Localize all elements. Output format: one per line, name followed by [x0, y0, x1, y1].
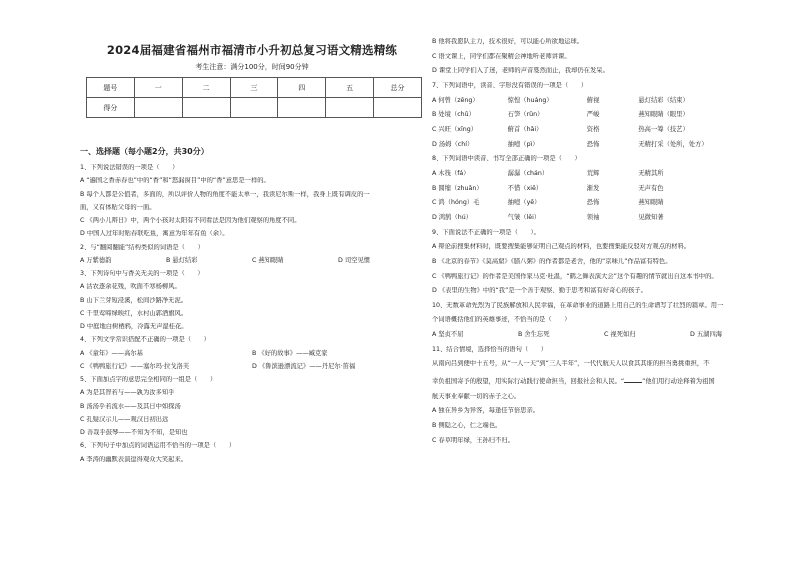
option-text: 恐怖	[586, 199, 600, 207]
option-text: A 独在异乡为异客，每逢佳节倍思亲。	[432, 407, 540, 415]
right-column	[432, 38, 776, 451]
option-text: 抽噎（yē）	[507, 199, 541, 207]
table-cell: 得分	[87, 98, 135, 118]
score-table	[86, 77, 422, 118]
passage-text-part: ”他们用行动诠释着为祖国	[642, 378, 715, 386]
option-row	[432, 141, 776, 149]
option-text: A 沽农逐余花残，吹面不寒杨柳风。	[80, 283, 181, 291]
passage-text-part: 幸负祖国寄予的殷望，用实际行动践行使命担当，回报社会和人民。“	[432, 378, 625, 386]
option-text: 燕知眼睛（眼里）	[638, 111, 689, 119]
option-text: D 课堂上同学们入了迷，老师的声音戛然而止，我却仍在发呆。	[432, 67, 609, 75]
option-text: 严峻	[586, 111, 600, 119]
option-text: C 《鸭鸭旅行记》的作者是美国作家马克·吐温，“鹤之舞表演大会”这个有趣的情节就出自这本书中的。	[432, 272, 718, 280]
option-text: 无声有色	[638, 184, 664, 192]
option-text: C 《鸭鸭旅行记》——塞尔玛·拉戈洛芙	[80, 362, 190, 370]
option-text: 俯视	[586, 96, 600, 104]
option-row	[432, 97, 776, 105]
question-10-cont: 个词语概括他们的英雄事迹，不恰当的是（ ）	[432, 316, 571, 324]
option-text: 面，又有体贴父母的一面。	[80, 203, 156, 211]
answer-blank[interactable]	[624, 375, 642, 383]
option-text: B 舍生忘死	[518, 331, 550, 339]
score-cell[interactable]	[134, 98, 182, 118]
option-text: D 鸿鹄（hú）	[432, 213, 473, 221]
option-row	[432, 199, 776, 207]
option-row	[432, 170, 776, 178]
option-row	[432, 331, 776, 339]
option-text: B 汤汤乎若流水——及其日中如探汤	[80, 402, 181, 410]
option-text: A 辩论前搜集材料时，既要搜集能够证明自己观点的材料，也要搜集能反驳对方观点的材料。	[432, 243, 691, 251]
option-text: B 圆缩（zhuǎn）	[432, 184, 483, 192]
option-text: B 《北京的春节》《莫高窟》《腊八粥》的作者都是老舍，他的“京味儿”作品富有特色。	[432, 257, 672, 265]
table-cell: 二	[182, 78, 230, 98]
option-text: D 司空见惯	[338, 256, 371, 264]
question-2: 2、与“翻阅翻能”结构类似的词语是（ ）	[80, 243, 204, 251]
option-row	[432, 126, 776, 134]
option-text: 潺潺（chán）	[507, 169, 549, 177]
passage-text	[432, 375, 776, 386]
table-cell: 三	[230, 78, 278, 98]
option-text: 荒辉	[586, 169, 600, 177]
option-text: 恐怖	[586, 140, 600, 148]
score-cell[interactable]	[326, 98, 374, 118]
option-row	[80, 350, 424, 358]
question-10: 10、无数革命先烈为了民族解放和人民幸福，在革命事业的道路上用自己的生命谱写了壮烈的篇章。用一	[432, 301, 724, 309]
option-row	[432, 111, 776, 119]
option-text: 领袖	[586, 213, 600, 221]
option-text: D 汤姆（chí）	[432, 140, 474, 148]
table-cell: 总分	[374, 78, 422, 98]
option-text: A 何曾（zēng）	[432, 96, 479, 104]
option-text: D 中国人过年时贴春联吃鱼，寓意为年年有鱼（余）。	[80, 230, 229, 238]
option-text: 燕知眼睛	[638, 199, 664, 207]
passage-text: 从南向吕到便中十五号，从“一人一天”到“三人半年”，一代代航天人以食其其谁的担当勇挑重担，不	[432, 360, 710, 368]
option-text: 热高一筹（技艺）	[638, 125, 689, 133]
option-text: D 《表里的生物》中的“我”是一个善于观察、勤于思考和富有好奇心的孩子。	[432, 287, 647, 295]
option-text: D 中庭地白树栖鸦，冷露无声湿桂花。	[80, 323, 188, 330]
option-text: C 兴旺（xīng）	[432, 125, 478, 133]
option-text: 气皱（lěi）	[507, 213, 541, 221]
option-text: D 《鲁滨逊漂流记》——丹尼尔·笛福	[252, 362, 356, 370]
question-8: 8、下列词语中读音、书写全部正确的一项是（ ）	[432, 155, 581, 163]
option-text: C 语文课上，同学们都在聚精会神地听老师讲课。	[432, 52, 571, 60]
option-text: B 每个人都是公值者，多面的，所以评价人物的角度不能太单一，我读尼尔斯一样，我身上既有调皮的一	[80, 190, 370, 198]
option-row	[432, 185, 776, 193]
option-text: 惊惶（huáng）	[507, 96, 553, 104]
option-text: C 《两小儿辩日》中，两个小孩对太阳有不同看法是因为他们观察的角度不同。	[80, 217, 301, 224]
option-row	[80, 363, 424, 371]
table-cell: 五	[326, 78, 374, 98]
option-text: C 孔疑汉示儿——观汉日初出远	[80, 415, 169, 423]
option-text: 悬灯结彩（结束）	[638, 96, 689, 104]
page-title: 2024届福建省福州市福清市小升初总复习语文精选精练	[106, 43, 398, 57]
question-11: 11、结合情境，选择恰当的语句（ ）	[432, 345, 548, 353]
left-column	[80, 38, 424, 469]
question-6: 6、下列句子中加点的词语运用不恰当的一项是（ ）	[80, 442, 236, 450]
option-text: 俯首（hǎi）	[507, 125, 543, 133]
section-heading: 一、选择题（每小题2分，共30分）	[80, 147, 209, 156]
option-text: 抽噎（pì）	[507, 140, 539, 148]
table-cell: 四	[278, 78, 326, 98]
question-4: 4、下列文学常识搭配不正确的一项是（ ）	[80, 336, 210, 344]
option-text: C 燕知眼睛	[252, 256, 284, 264]
option-text: C 春草明年绿，王孙归不归。	[432, 436, 514, 444]
option-text: 石笋（rǔn）	[507, 111, 544, 119]
option-row	[80, 257, 424, 265]
score-cell[interactable]	[182, 98, 230, 118]
table-cell: 题号	[87, 78, 135, 98]
table-row	[87, 98, 422, 118]
option-text: C 视死如归	[604, 331, 636, 339]
option-text: 无精打采（处所，处方）	[638, 140, 708, 148]
exam-note: 考生注意：满分100分，时间90分钟	[195, 63, 309, 71]
option-row	[432, 214, 776, 222]
option-text: B 悬灯结彩	[166, 256, 198, 264]
option-text: B 处境（chǔ）	[432, 111, 475, 119]
passage-text: 航天事业奉献一切的赤子之心。	[432, 392, 521, 400]
score-cell[interactable]	[278, 98, 326, 118]
option-text: 不惜（xiē）	[507, 184, 543, 192]
option-text: 渐发	[586, 184, 600, 192]
option-text: A 坚贞不屈	[432, 331, 464, 339]
option-text: A 李涛的幽默表演逗得观众大笑起来。	[80, 455, 188, 463]
question-5: 5、下面加点字的意思完全相同的一组是（ ）	[80, 376, 217, 383]
score-cell[interactable]	[230, 98, 278, 118]
option-text: 资格	[586, 125, 600, 133]
option-text: B 山下兰芽短浸溪，松间沙路净无泥。	[80, 296, 188, 304]
score-cell[interactable]	[374, 98, 422, 118]
option-text: B 《好的故事》——臧克家	[252, 349, 328, 357]
option-text: 无精其所	[638, 169, 664, 177]
option-text: C 鸿（hóng）毛	[432, 199, 480, 207]
option-text: A 《童年》——高尔基	[80, 349, 143, 357]
option-text: B 他将我愿队主力，技术很好，可以能心所欲地运球。	[432, 38, 584, 45]
question-9: 9、下面说法不正确的一项是（ ）。	[432, 228, 540, 236]
question-7: 7、下列词语中，读音、字形没有错误的一项是（ ）	[432, 81, 588, 89]
option-text: C 千里莺啼绿映红，水村山郭酒旗风。	[80, 309, 188, 317]
option-text: D 善哉乎鼓琴——不知为不知，是知也	[80, 429, 188, 436]
option-text: A 木筏（fá）	[432, 169, 470, 177]
option-text: D 五湖四海	[690, 331, 723, 339]
question-3: 3、下列诗句中与香关无关的一项是（ ）	[80, 270, 204, 277]
option-text: 见微知著	[638, 213, 664, 221]
option-text: B 侧隐之心，仁之端也。	[432, 422, 502, 430]
option-text: A “遍国之香赤春也”中的“香”和“怒漏窗目”中的“香”意思是一样的。	[80, 177, 270, 185]
question-1: 1、下列说法错误的一项是（ ）	[80, 164, 179, 171]
option-text: A 万紫德韵	[80, 256, 112, 264]
table-cell: 一	[134, 78, 182, 98]
option-text: A 为是其智若与——孰为汝多知乎	[80, 389, 175, 397]
table-row	[87, 78, 422, 98]
